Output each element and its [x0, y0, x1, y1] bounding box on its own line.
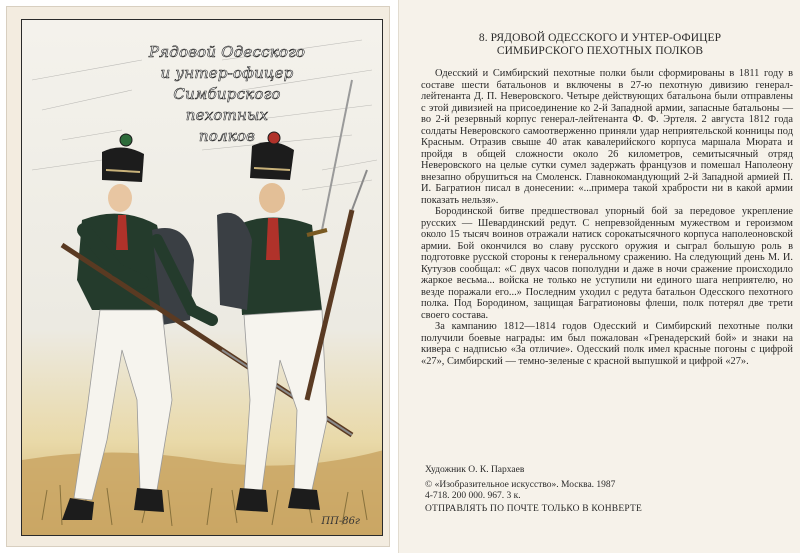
- credits: [425, 464, 795, 502]
- text-page: [398, 0, 800, 553]
- title-line: 8. РЯДОВОЙ ОДЕССКОГО И УНТЕР-ОФИЦЕР: [478, 32, 722, 44]
- illustration-plate: [21, 19, 383, 536]
- caption-line: и унтер-офицер: [160, 64, 294, 82]
- artist-signature: ПП-86г: [321, 516, 360, 527]
- caption-line: Симбирского: [173, 85, 281, 103]
- article-body: [421, 68, 793, 367]
- postcard-illustration: [6, 6, 390, 547]
- paragraph: За кампанию 1812—1814 годов Одесский и Симбирский пехотные полки получили боевые награды: им был пожалован «Гренадерский бой» и знаки на кивера с надписью «За отличие». Одесский полк имел красные погоны с цифрой «27», Симбирский — темно-зеленые с красной выпушкой и цифрой «27».: [421, 321, 793, 367]
- paragraph: Одесский и Симбирский пехотные полки были сформированы в 1811 году в составе шести батальонов и включены в 27-ю пехотную дивизию генерал-лейтенанта Д. П. Неверовского. Четыре действующих батальона были отправлены с этой дивизией на присоединение ко 2-й Западной армии, запасные батальоны — во 2-й резервный корпус генерал-лейтенанта Ф. Ф. Эртеля. 2 августа 1812 года солдаты Неверовского самоотверженно приняли удар неприятельской конницы под Красным. Отразив свыше 40 атак кавалерийского корпуса маршала Мюрата и пройдя в общей сложности около 26 километров, семитысячный отряд Неверовского на целые сутки сумел задержать французов и помешал Наполеону внезапно обрушиться на Смоленск. Главнокомандующий 2-й Западной армией П. И. Багратион писал в донесении: «...примера такой храбрости ни в какой армии показать нельзя».: [421, 68, 793, 206]
- mail-note: ОТПРАВЛЯТЬ ПО ПОЧТЕ ТОЛЬКО В КОНВЕРТЕ: [425, 504, 642, 514]
- caption-line: Рядовой Одесского: [148, 43, 306, 61]
- publisher-credit: © «Изобразительное искусство». Москва. 1987: [425, 480, 616, 490]
- print-code: 4-718. 200 000. 967. 3 к.: [425, 491, 521, 501]
- caption-line: полков: [198, 127, 256, 145]
- artist-credit: Художник О. К. Пархаев: [425, 465, 525, 475]
- card-caption: [142, 42, 312, 147]
- title-line: СИМБИРСКОГО ПЕХОТНЫХ ПОЛКОВ: [496, 45, 704, 57]
- caption-line: пехотных: [185, 106, 269, 124]
- page-title: [399, 32, 800, 58]
- paragraph: Бородинской битве предшествовал упорный бой за передовое укрепление русских — Шевардинский редут. С непревзойденным мужеством и героизмом около 15 тысяч воинов отражали натиск сорокатысячного корпуса наполеоновской армии. Бой окончился во славу русского оружия и сыграл большую роль в подготовке русской стороны к генеральному сражению. На следующий день М. И. Кутузов сообщал: «С двух часов пополудни и даже в ночи сражение происходило жаркое весьма... войска не только не уступили ни единого шага неприятелю, но везде поражали его...» Последним уходил с редута батальон Одесского пехотного полка. Под Бородином, защищая Багратионовы флеши, полк потерял две трети своего состава.: [421, 206, 793, 321]
